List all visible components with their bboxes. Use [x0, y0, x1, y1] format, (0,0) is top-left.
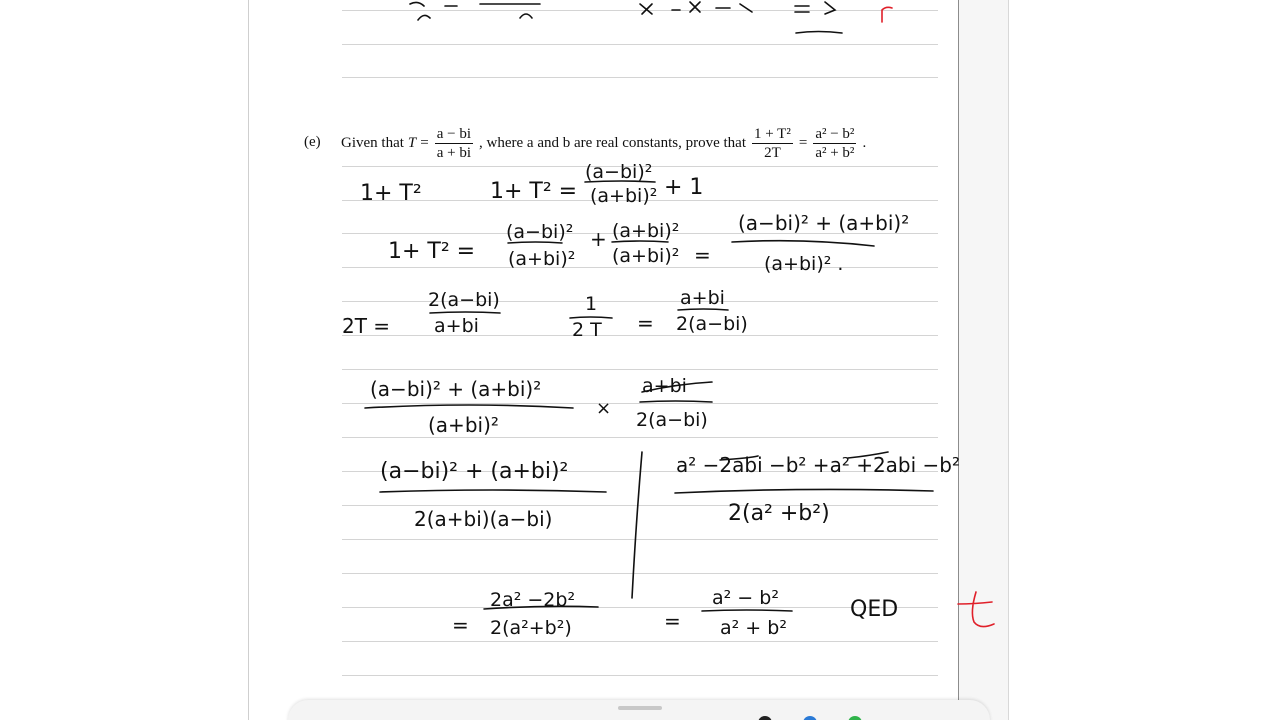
- ink-text: a+bi: [434, 315, 479, 337]
- ink-stroke: [570, 317, 612, 318]
- ink-stroke: [410, 2, 430, 20]
- margin-marks: [882, 7, 994, 626]
- question-equals: =: [420, 134, 429, 151]
- ink-text: 1: [585, 293, 598, 315]
- ink-text: 2T =: [342, 314, 391, 338]
- ink-text: =: [637, 311, 654, 335]
- ink-text: (a+bi)²: [428, 413, 499, 437]
- ink-text: (a−bi)²: [506, 221, 574, 243]
- ink-text: ×: [596, 398, 612, 419]
- ink-text: 2(a² +b²): [728, 501, 830, 526]
- ink-text: 2(a−bi): [676, 313, 748, 335]
- ink-text: (a−bi)² + (a+bi)²: [738, 211, 910, 235]
- ink-text: QED: [850, 597, 899, 622]
- ink-text: a+bi: [680, 287, 725, 309]
- ink-stroke: [640, 2, 752, 14]
- pen-blue-icon[interactable]: [803, 716, 817, 720]
- ink-stroke: [732, 241, 874, 246]
- ink-text: (a+bi)²: [508, 248, 576, 270]
- ink-stroke: [795, 2, 835, 14]
- ink-text: 2(a+bi)(a−bi): [414, 507, 553, 531]
- ink-text: + 1: [664, 175, 704, 200]
- ink-text: =: [664, 609, 681, 633]
- ink-stroke: [430, 312, 500, 313]
- ink-text: (a+bi)²: [612, 245, 680, 267]
- ink-text: 2(a−bi): [428, 289, 500, 311]
- ink-text: (a−bi)² + (a+bi)²: [380, 459, 569, 484]
- ink-text: (a+bi)²: [612, 220, 680, 242]
- pen-black-icon[interactable]: [758, 716, 772, 720]
- ink-text: a+bi: [642, 375, 687, 397]
- ink-stroke: [640, 401, 712, 402]
- ink-text: 1+ T² =: [490, 179, 578, 204]
- bottom-toolbar: [288, 700, 990, 720]
- ink-stroke: [702, 610, 792, 611]
- given-denominator: a + bi: [436, 144, 472, 161]
- ink-text: 2a² −2b²: [490, 589, 576, 611]
- ink-text: (a+bi)² .: [764, 253, 844, 275]
- question-t-variable: T: [407, 134, 417, 151]
- ink-text: (a−bi)²: [585, 161, 653, 183]
- lhs-denominator: 2T: [764, 144, 781, 161]
- ink-text: (a+bi)²: [590, 185, 658, 207]
- question-given-prefix: Given that: [341, 134, 404, 151]
- ink-text: 2(a−bi): [636, 409, 708, 431]
- ink-text: (a−bi)² + (a+bi)²: [370, 377, 542, 401]
- question-period: .: [862, 134, 867, 151]
- ink-text: 1+ T² =: [388, 239, 476, 264]
- question-part-label: (e): [304, 134, 321, 150]
- ink-text: +: [590, 227, 607, 251]
- margin-tick-mark: [882, 7, 892, 22]
- rhs-numerator: a² − b²: [815, 125, 855, 142]
- question-equals-2: =: [798, 134, 808, 151]
- question-middle-text: , where a and b are real constants, prove that: [479, 134, 746, 151]
- ink-text: 1+ T²: [360, 181, 422, 206]
- ink-text: 2(a²+b²): [490, 617, 572, 639]
- lhs-numerator: 1 + T²: [753, 125, 791, 142]
- ink-stroke: [632, 452, 642, 598]
- rhs-denominator: a² + b²: [815, 144, 855, 161]
- ink-text: a² − b²: [712, 587, 779, 609]
- toolbar-drag-handle[interactable]: [618, 706, 662, 710]
- ink-stroke: [380, 490, 606, 492]
- ink-text: a² −2abi −b² +a² +2abi −b²: [676, 453, 961, 477]
- ink-text: =: [452, 613, 469, 637]
- ink-text: =: [694, 243, 711, 267]
- ink-stroke: [796, 32, 842, 34]
- ink-stroke: [520, 14, 532, 18]
- given-numerator: a − bi: [436, 125, 472, 142]
- margin-tick-mark: [958, 592, 994, 627]
- ink-text: 2 T: [572, 319, 602, 341]
- pen-green-icon[interactable]: [848, 716, 862, 720]
- ink-text: a² + b²: [720, 617, 787, 639]
- ink-stroke: [675, 489, 933, 493]
- ink-stroke: [678, 309, 728, 310]
- ink-stroke: [365, 405, 573, 408]
